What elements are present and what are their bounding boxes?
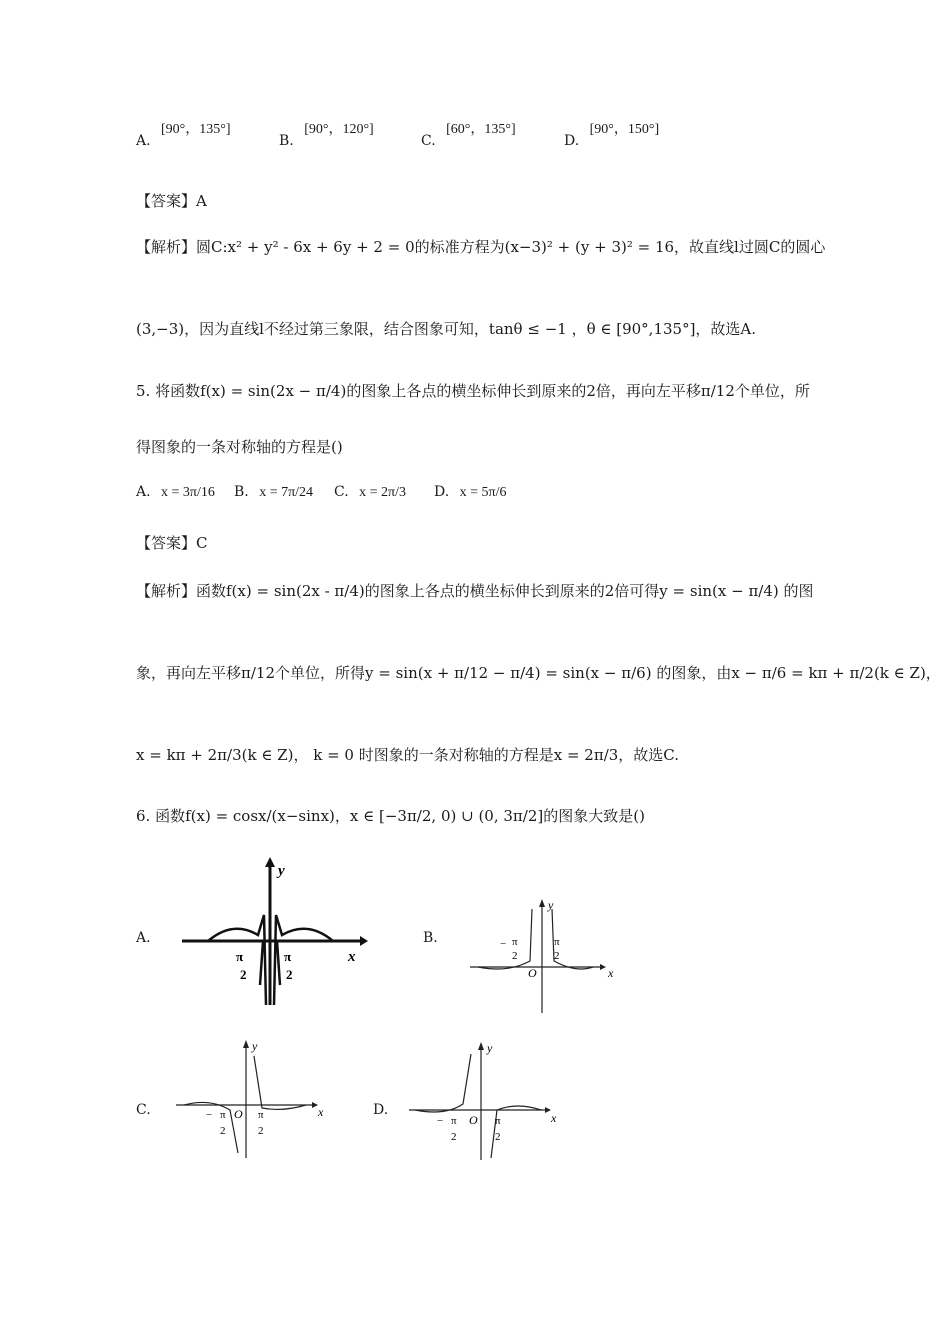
y-axis-label: y (252, 1039, 258, 1053)
x-axis-label: x (318, 1105, 324, 1119)
two-label: 2 (286, 967, 293, 982)
minus-label: − (437, 1115, 444, 1127)
x-axis-label: x (608, 966, 614, 980)
pi-label: π (258, 1109, 264, 1121)
q5-stem-line-1: 5. 将函数f(x) = sin(2x − π/4)的图象上各点的横坐标伸长到原来的2倍，再向左平移π/12个单位，所 (136, 382, 810, 400)
q6-option-a-letter: A. (136, 930, 151, 946)
q6-graph-d (405, 1040, 565, 1165)
option-letter: A. (136, 133, 151, 149)
two-label: 2 (512, 950, 518, 962)
q5-option-c (334, 484, 406, 501)
option-value: [90°，120°] (304, 122, 374, 137)
two-label: 2 (495, 1131, 501, 1143)
origin-label: O (469, 1113, 478, 1127)
option-value: [60°，135°] (446, 122, 516, 137)
q5-stem-line-2: 得图象的一条对称轴的方程是() (136, 438, 343, 456)
q5-answer: 【答案】C (136, 534, 208, 552)
q5-option-b (234, 484, 313, 501)
option-letter: B. (279, 133, 294, 149)
q4-option-d (564, 122, 660, 150)
q5-analysis-line-3: x = kπ + 2π/3(k ∈ Z)， k = 0 时图象的一条对称轴的方程是x = 2π/3，故选C. (136, 746, 680, 764)
two-label: 2 (258, 1125, 264, 1137)
y-axis-label: y (278, 863, 285, 879)
y-axis-label: y (487, 1041, 493, 1055)
pi-label: π (554, 936, 560, 948)
minus-label: − (500, 938, 507, 950)
pi-label: π (220, 1109, 226, 1121)
option-value: x = 7π/24 (259, 485, 314, 500)
two-label: 2 (554, 950, 560, 962)
option-value: [90°，150°] (589, 122, 660, 137)
q4-answer: 【答案】A (136, 192, 207, 210)
q4-analysis-line-2: (3,−3)，因为直线l不经过第三象限，结合图象可知，tanθ ≤ −1 ，θ ∈ [90°,135°]，故选A. (136, 320, 757, 338)
pi-label: π (284, 949, 292, 964)
pi-label: π (512, 936, 518, 948)
q4-option-a (136, 122, 231, 150)
y-axis-label: y (548, 898, 554, 912)
q5-analysis-line-2: 象，再向左平移π/12个单位，所得y = sin(x + π/12 − π/4) = sin(x − π/6) 的图象，由x − π/6 = kπ + π/2(k ∈ Z)， (136, 664, 941, 682)
pi-label: π (495, 1115, 501, 1127)
q6-stem: 6. 函数f(x) = cosx/(x−sinx)，x ∈ [−3π/2, 0) ∪ (0, 3π/2]的图象大致是() (136, 807, 645, 825)
option-letter: B. (234, 484, 249, 500)
q6-option-c-letter: C. (136, 1102, 151, 1118)
q6-graph-b (468, 895, 628, 1015)
x-axis-label: x (551, 1111, 557, 1125)
q6-graph-a (178, 855, 368, 1010)
option-value: [90°，135°] (161, 122, 231, 137)
two-label: 2 (240, 967, 247, 982)
q4-option-b (279, 122, 374, 150)
option-letter: A. (136, 484, 151, 500)
x-axis-label: x (348, 949, 356, 965)
option-letter: D. (564, 133, 580, 149)
option-letter: D. (434, 484, 450, 500)
q6-graph-c (172, 1038, 332, 1163)
option-value: x = 2π/3 (359, 485, 406, 500)
origin-label: O (528, 966, 537, 980)
option-value: x = 3π/16 (161, 485, 215, 500)
q6-option-d-letter: D. (373, 1102, 389, 1118)
q4-analysis-line-1: 【解析】圆C:x² + y² - 6x + 6y + 2 = 0的标准方程为(x−3)² + (y + 3)² = 16，故直线l过圆C的圆心 (136, 238, 826, 256)
option-letter: C. (334, 484, 349, 500)
minus-label: − (206, 1109, 213, 1121)
q4-option-c (421, 122, 516, 150)
two-label: 2 (451, 1131, 457, 1143)
q6-option-b-letter: B. (423, 930, 438, 946)
origin-label: O (234, 1107, 243, 1121)
q5-option-a (136, 484, 215, 501)
q5-option-d (434, 484, 507, 501)
q5-analysis-line-1: 【解析】函数f(x) = sin(2x - π/4)的图象上各点的横坐标伸长到原来的2倍可得y = sin(x − π/4) 的图 (136, 582, 814, 600)
pi-label: π (451, 1115, 457, 1127)
two-label: 2 (220, 1125, 226, 1137)
pi-label: π (236, 949, 244, 964)
option-letter: C. (421, 133, 436, 149)
option-value: x = 5π/6 (459, 485, 507, 500)
